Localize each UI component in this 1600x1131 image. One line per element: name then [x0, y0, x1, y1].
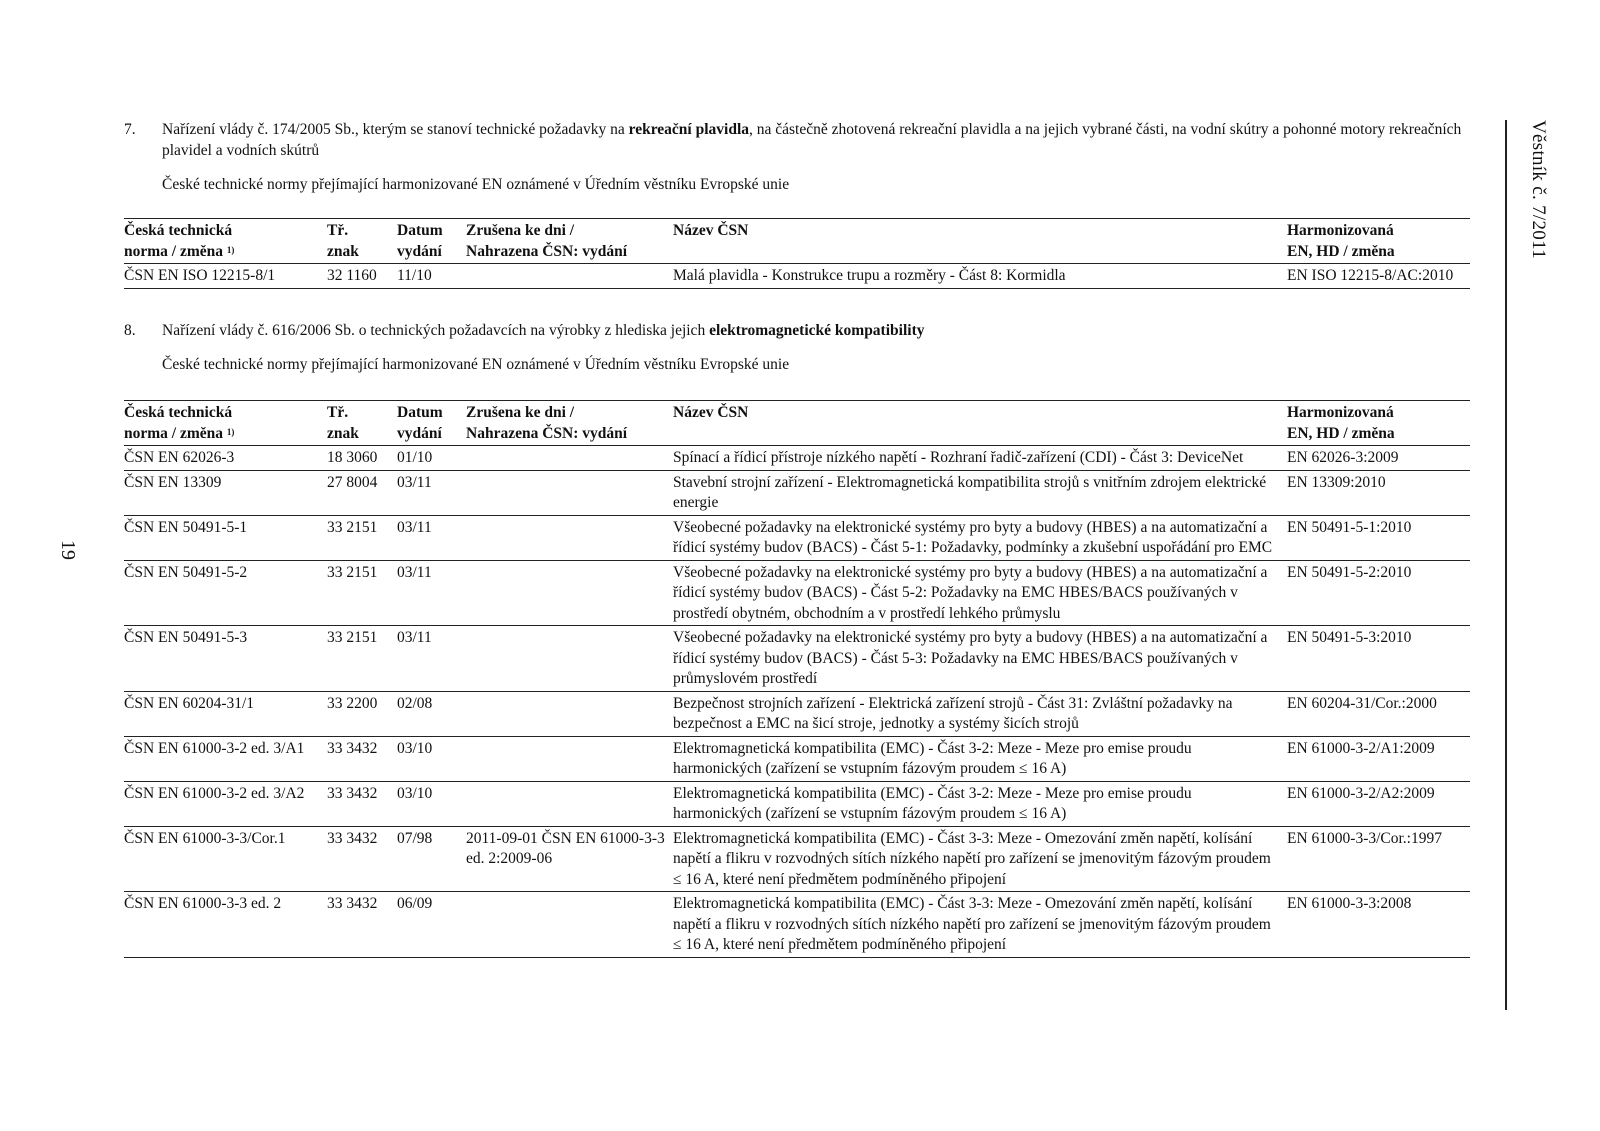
cell-zrusena [466, 515, 673, 560]
section-title-bold: elektromagnetické kompatibility [709, 322, 925, 339]
cell-znak: 33 2151 [327, 515, 397, 560]
cell-harm: EN 50491-5-2:2010 [1287, 560, 1470, 626]
cell-harm: EN 60204-31/Cor.:2000 [1287, 691, 1470, 736]
header-norma: Česká technická norma / změna $^{1)}$ [124, 401, 327, 446]
cell-harm: EN 50491-5-3:2010 [1287, 626, 1470, 692]
cell-znak: 33 2151 [327, 560, 397, 626]
table-row [124, 736, 1470, 781]
section-8-heading [124, 320, 1470, 341]
cell-zrusena [466, 781, 673, 826]
standards-table-7 [124, 218, 1470, 289]
cell-norma: ČSN EN ISO 12215-8/1 [124, 264, 327, 289]
cell-nazev: Elektromagnetická kompatibilita (EMC) - Část 3-2: Meze - Meze pro emise proudu harmonických (zařízení se vstupním fázovým proudem ≤ 16 A) [673, 736, 1287, 781]
cell-zrusena [466, 736, 673, 781]
cell-harm: EN 61000-3-3:2008 [1287, 892, 1470, 958]
cell-norma: ČSN EN 61000-3-2 ed. 3/A2 [124, 781, 327, 826]
cell-datum: 03/11 [397, 626, 466, 692]
section-8 [124, 320, 1470, 375]
standards-table-8 [124, 400, 1470, 958]
header-nazev: Název ČSN [673, 401, 1287, 446]
section-number: 8. [124, 322, 136, 339]
table-row [124, 264, 1470, 289]
section-title: Nařízení vlády č. 174/2005 Sb., kterým se stanoví technické požadavky na rekreační plavidla, na částečně zhotovená rekreační plavidla a na jejich vybrané části, na vodní skútry a pohonné motory rekreačních plavidel a vodních skútrů [162, 121, 1462, 159]
header-harm: Harmonizovaná EN, HD / změna [1287, 401, 1470, 446]
section-title-bold: rekreační plavidla [628, 121, 750, 138]
table-header-row [124, 401, 1470, 446]
cell-nazev: Bezpečnost strojních zařízení - Elektrická zařízení strojů - Část 31: Zvláštní požadavky na bezpečnost a EMC na šicí stroje, jednotky a systémy šicích strojů [673, 691, 1287, 736]
cell-norma: ČSN EN 50491-5-2 [124, 560, 327, 626]
cell-znak: 33 3432 [327, 736, 397, 781]
table-row [124, 892, 1470, 958]
cell-datum: 03/11 [397, 470, 466, 515]
table-row [124, 515, 1470, 560]
cell-zrusena [466, 691, 673, 736]
section-7-heading [124, 119, 1470, 161]
cell-znak: 33 3432 [327, 826, 397, 892]
cell-zrusena [466, 470, 673, 515]
cell-datum: 03/11 [397, 560, 466, 626]
cell-datum: 06/09 [397, 892, 466, 958]
header-harm: Harmonizovaná EN, HD / změna [1287, 219, 1470, 264]
cell-harm: EN 61000-3-3/Cor.:1997 [1287, 826, 1470, 892]
header-datum: Datum vydání [397, 219, 466, 264]
cell-znak: 33 3432 [327, 781, 397, 826]
cell-nazev: Malá plavidla - Konstrukce trupu a rozměry - Část 8: Kormidla [673, 264, 1287, 289]
cell-nazev: Všeobecné požadavky na elektronické systémy pro byty a budovy (HBES) a na automatizační a řídicí systémy budov (BACS) - Část 5-2: Požadavky na EMC HBES/BACS používaných v prostředí obytném, obchodním a v prostředí lehkého průmyslu [673, 560, 1287, 626]
cell-zrusena [466, 560, 673, 626]
cell-zrusena [466, 446, 673, 471]
cell-nazev: Spínací a řídicí přístroje nízkého napětí - Rozhraní řadič-zařízení (CDI) - Část 3: DeviceNet [673, 446, 1287, 471]
cell-harm: EN 61000-3-2/A2:2009 [1287, 781, 1470, 826]
cell-harm: EN 62026-3:2009 [1287, 446, 1470, 471]
header-norma: Česká technická norma / změna $^{1)}$ [124, 219, 327, 264]
section-subtitle: České technické normy přejímající harmonizované EN oznámené v Úředním věstníku Evropské unie [162, 176, 790, 193]
section-number: 7. [124, 121, 136, 138]
cell-harm: EN 61000-3-2/A1:2009 [1287, 736, 1470, 781]
header-datum: Datum vydání [397, 401, 466, 446]
table-row [124, 691, 1470, 736]
cell-harm: EN ISO 12215-8/AC:2010 [1287, 264, 1470, 289]
cell-znak: 33 3432 [327, 892, 397, 958]
cell-norma: ČSN EN 13309 [124, 470, 327, 515]
cell-norma: ČSN EN 61000-3-3 ed. 2 [124, 892, 327, 958]
table-row [124, 626, 1470, 692]
header-znak: Tř. znak [327, 401, 397, 446]
cell-nazev: Stavební strojní zařízení - Elektromagnetická kompatibilita strojů s vnitřním zdrojem elektrické energie [673, 470, 1287, 515]
table-row [124, 560, 1470, 626]
side-divider [1505, 120, 1507, 1010]
cell-znak: 18 3060 [327, 446, 397, 471]
header-znak: Tř. znak [327, 219, 397, 264]
cell-datum: 01/10 [397, 446, 466, 471]
cell-datum: 03/10 [397, 781, 466, 826]
header-zrusena: Zrušena ke dni / Nahrazena ČSN: vydání [466, 401, 673, 446]
cell-zrusena [466, 626, 673, 692]
cell-znak: 33 2151 [327, 626, 397, 692]
cell-nazev: Elektromagnetická kompatibilita (EMC) - Část 3-3: Meze - Omezování změn napětí, kolísání napětí a flikru v rozvodných sítích nízkého napětí pro zařízení se jmenovitým fázovým proudem ≤ 16 A, které není předmětem podmíněného připojení [673, 892, 1287, 958]
cell-nazev: Elektromagnetická kompatibilita (EMC) - Část 3-2: Meze - Meze pro emise proudu harmonických (zařízení se vstupním fázovým proudem ≤ 16 A) [673, 781, 1287, 826]
cell-datum: 11/10 [397, 264, 466, 289]
cell-datum: 02/08 [397, 691, 466, 736]
cell-norma: ČSN EN 60204-31/1 [124, 691, 327, 736]
table-row [124, 470, 1470, 515]
cell-zrusena [466, 892, 673, 958]
section-title: Nařízení vlády č. 616/2006 Sb. o technických požadavcích na výrobky z hlediska jejich elektromagnetické kompatibility [162, 322, 925, 339]
cell-norma: ČSN EN 62026-3 [124, 446, 327, 471]
table-row [124, 781, 1470, 826]
cell-zrusena: 2011-09-01 ČSN EN 61000-3-3 ed. 2:2009-06 [466, 826, 673, 892]
cell-norma: ČSN EN 50491-5-3 [124, 626, 327, 692]
cell-znak: 33 2200 [327, 691, 397, 736]
cell-norma: ČSN EN 61000-3-2 ed. 3/A1 [124, 736, 327, 781]
cell-norma: ČSN EN 50491-5-1 [124, 515, 327, 560]
cell-znak: 32 1160 [327, 264, 397, 289]
cell-norma: ČSN EN 61000-3-3/Cor.1 [124, 826, 327, 892]
table-row [124, 826, 1470, 892]
header-zrusena: Zrušena ke dni / Nahrazena ČSN: vydání [466, 219, 673, 264]
table-row [124, 446, 1470, 471]
header-nazev: Název ČSN [673, 219, 1287, 264]
table-header-row [124, 219, 1470, 264]
cell-datum: 03/11 [397, 515, 466, 560]
page-number: 19 [57, 540, 79, 560]
section-7 [124, 119, 1470, 195]
cell-harm: EN 13309:2010 [1287, 470, 1470, 515]
section-subtitle: České technické normy přejímající harmonizované EN oznámené v Úředním věstníku Evropské unie [162, 356, 790, 373]
cell-harm: EN 50491-5-1:2010 [1287, 515, 1470, 560]
cell-znak: 27 8004 [327, 470, 397, 515]
cell-nazev: Všeobecné požadavky na elektronické systémy pro byty a budovy (HBES) a na automatizační a řídicí systémy budov (BACS) - Část 5-1: Požadavky, podmínky a zkušební uspořádání pro EMC [673, 515, 1287, 560]
cell-nazev: Všeobecné požadavky na elektronické systémy pro byty a budovy (HBES) a na automatizační a řídicí systémy budov (BACS) - Část 5-3: Požadavky na EMC HBES/BACS používaných v průmyslovém prostředí [673, 626, 1287, 692]
running-head: Věstník č. 7/2011 [1528, 120, 1549, 259]
cell-datum: 07/98 [397, 826, 466, 892]
cell-nazev: Elektromagnetická kompatibilita (EMC) - Část 3-3: Meze - Omezování změn napětí, kolísání napětí a flikru v rozvodných sítích nízkého napětí pro zařízení se jmenovitým fázovým proudem ≤ 16 A, které není předmětem podmíněného připojení [673, 826, 1287, 892]
cell-datum: 03/10 [397, 736, 466, 781]
cell-zrusena [466, 264, 673, 289]
